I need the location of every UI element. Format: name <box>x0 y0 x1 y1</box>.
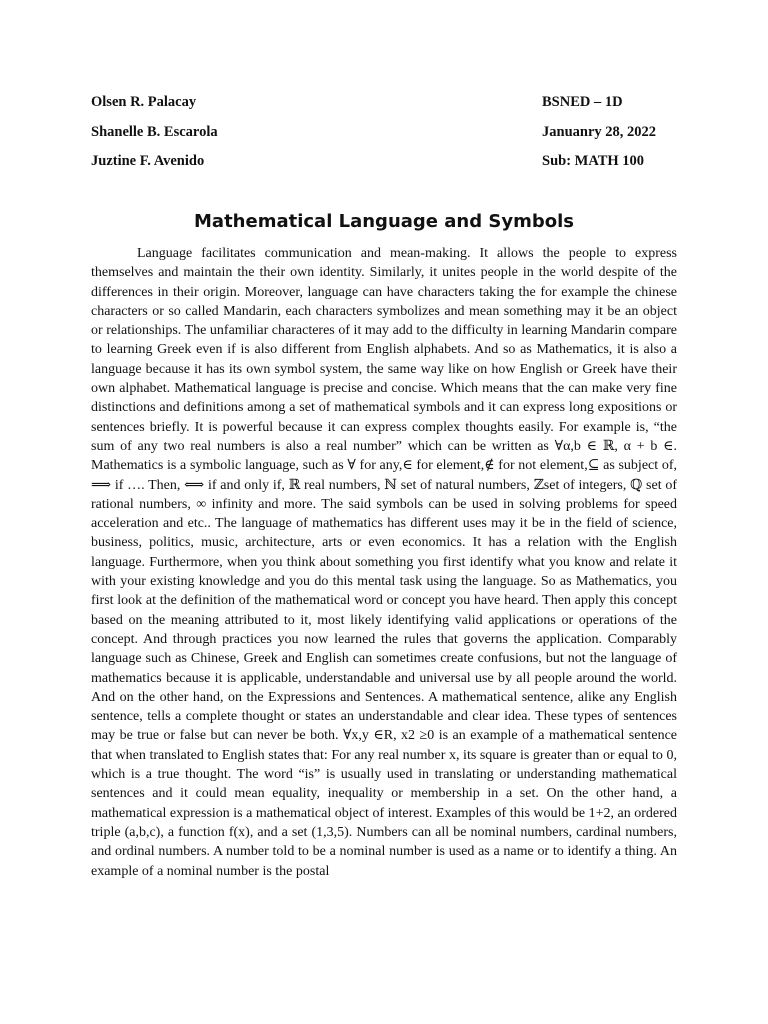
subject-label: Sub: MATH 100 <box>542 153 645 169</box>
header-row <box>91 91 681 121</box>
header-row <box>91 150 681 180</box>
document-title: Mathematical Language and Symbols <box>194 211 574 232</box>
author-name: Shanelle B. Escarola <box>91 123 218 140</box>
author-name: Olsen R. Palacay <box>91 94 197 110</box>
header-row <box>91 121 681 151</box>
section-label: BSNED – 1D <box>542 94 623 110</box>
document-header <box>91 91 681 180</box>
date-label: Januanry 28, 2022 <box>542 123 657 140</box>
body-paragraph: Language facilitates communication and mean-making. It allows the people to express themselves and maintain the their own identity. Similarly, it unites people in the world despite of the differences in their origin. Moreover, language can have characters taking the for example the chinese characters or so called Mandarin, each characters symbolizes and mean something may it be an object or relationships. The unfamiliar characteres of it may add to the difficulty in learning Mandarin compare to learning Greek even if is also different from English alphabets. And so as Mathematics, it is also a language because it has its own symbol system, the same way like on how English or Greek have their own alphabet. Mathematical language is precise and concise. Which means that the can make very fine distinctions and definitions among a set of mathematical symbols and it can express long expositions or sentences briefly. It is powerful because it can express complex thoughts easily. For example is, “the sum of any two real numbers is also a real number” which can be written as ∀α,b ∈ ℝ, α + b ∈. Mathematics is a symbolic language, such as ∀ for any,∈ for element,∉ for not element,⊆ as subject of, ⟹ if …. Then, ⟺ if and only if, ℝ real numbers, ℕ set of natural numbers, ℤset of integers, ℚ set of rational numbers, ∞ infinity and more. The said symbols can be used in solving problems for speed acceleration and etc.. The language of mathematics has different uses may it be in the field of science, business, politics, music, architecture, arts or even economics. It has a relation with the English language. Furthermore, when you think about something you first identify what you know and relate it with your existing knowledge and you do this mental task using the language. So as Mathematics, you first look at the definition of the mathematical word or concept you have heard. Then apply this concept based on the meaning attributed to it, most likely identifying valid applications or operations of the concept. And through practices you now learned the rules that governs the application. Comparably language such as Chinese, Greek and English can sometimes create confusions, but not the language of mathematics because it is applicable, understandable and universal use by all people around the world. And on the other hand, on the Expressions and Sentences. A mathematical sentence, alike any English sentence, tells a complete thought or states an understandable and clear idea. These types of sentences may be true or false but can never be both. ∀x,y ∈R, x2 ≥0 is an example of a mathematical sentence that when translated to English states that: For any real number x, its square is greater than or equal to 0, which is a true thought. The word “is” is usually used in translating or understanding mathematical sentences and it could mean equality, inequality or membership in a set. On the other hand, a mathematical expression is a mathematical object of interest. Examples of this would be 1+2, an ordered triple (a,b,c), a function f(x), and a set (1,3,5). Numbers can all be nominal numbers, cardinal numbers, and ordinal numbers. A number told to be a nominal number is used as a name or to identify a thing. An example of a nominal number is the postal <box>91 246 677 879</box>
author-name: Juztine F. Avenido <box>91 153 205 169</box>
